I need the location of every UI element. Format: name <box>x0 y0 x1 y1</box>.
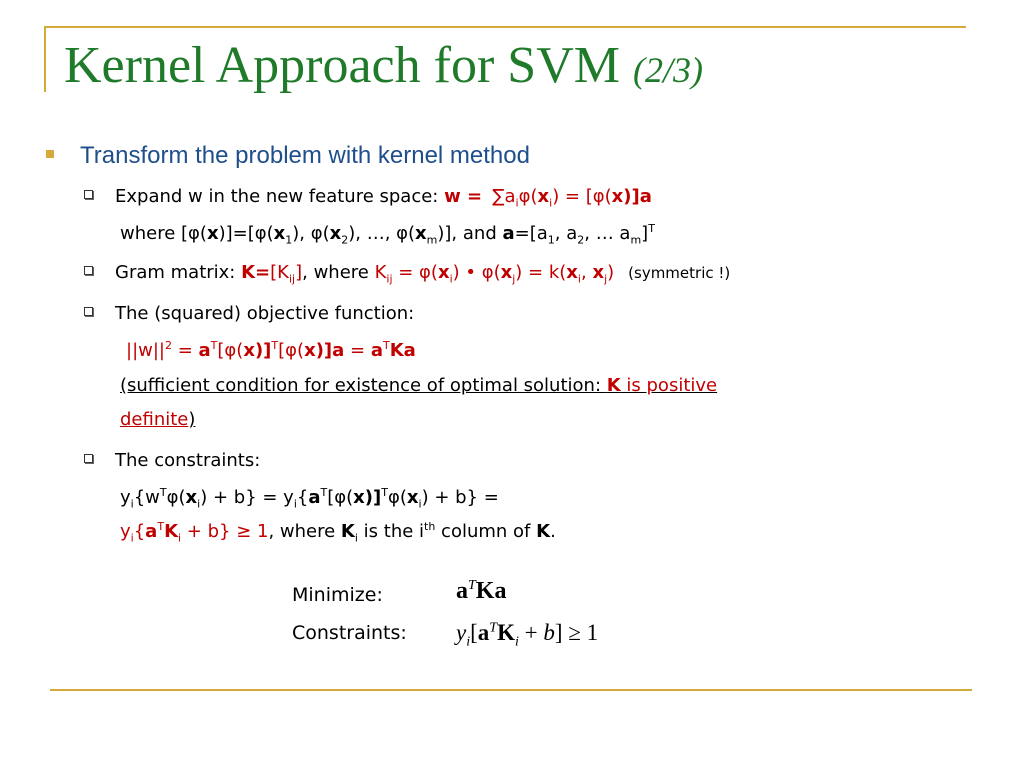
sub-bullet-objective: The (squared) objective function: <box>84 303 414 324</box>
sub-bullet-expand-w: Expand w in the new feature space: $w = \sum a_i\varphi(x_i) = [\varphi(x)]a$ <box>84 186 652 210</box>
constraints-label: Constraints: <box>292 622 407 644</box>
top-rule <box>44 26 966 28</box>
constraint-formula: $y_i[a^TK_i + b] \ge 1$ <box>456 620 599 650</box>
expand-w-where-line: where $[\varphi(x)]=[\varphi(x_1)$, $\varphi(x_2)$, …, $\varphi(x_m)$], and $a=[a_1$, $a_2$, … $a_m]^T$ <box>120 222 655 247</box>
sub-bullet-icon <box>84 266 93 275</box>
main-bullet: Transform the problem with kernel method <box>46 142 530 170</box>
positive-definite-note: (sufficient condition for existence of optimal solution: K is positive <box>120 375 718 396</box>
bottom-rule <box>50 689 972 691</box>
objective-formula: $||w||^2 = a^T[\varphi(x)]^T[\varphi(x)]a = a^TKa$ <box>126 339 416 361</box>
sub-bullet-gram-matrix: Gram matrix: $K=[K_{ij}]$, where $K_{ij} = \varphi(x_i)$ • $\varphi(x_j) = k(x_i$, $x_j$) (symmetric !) <box>84 262 730 286</box>
left-rule <box>44 26 46 92</box>
sub-bullet-icon <box>84 454 93 463</box>
sub-bullet-icon <box>84 190 93 199</box>
positive-definite-note-cont: definite) <box>120 409 196 430</box>
slide-title: Kernel Approach for SVM (2/3) <box>64 37 703 94</box>
bullet-square-icon <box>46 150 54 158</box>
constraint-kernel-form: $y_i\{a^TK_i + b\} \ge 1$, where $K_i$ is the $i^{th}$ column of K. <box>120 520 556 545</box>
minimize-formula: $a^TKa$ <box>456 578 507 604</box>
sub-bullet-icon <box>84 307 93 316</box>
slide-part-number: (2/3) <box>632 50 703 90</box>
sub-bullet-constraints: The constraints: <box>84 450 260 471</box>
minimize-label: Minimize: <box>292 584 383 606</box>
constraint-derivation: $y_i\{w^T\varphi(x_i) + b\} = y_i\{a^T[\varphi(x)]^T\varphi(x_i) + b\}$ = <box>120 486 499 511</box>
